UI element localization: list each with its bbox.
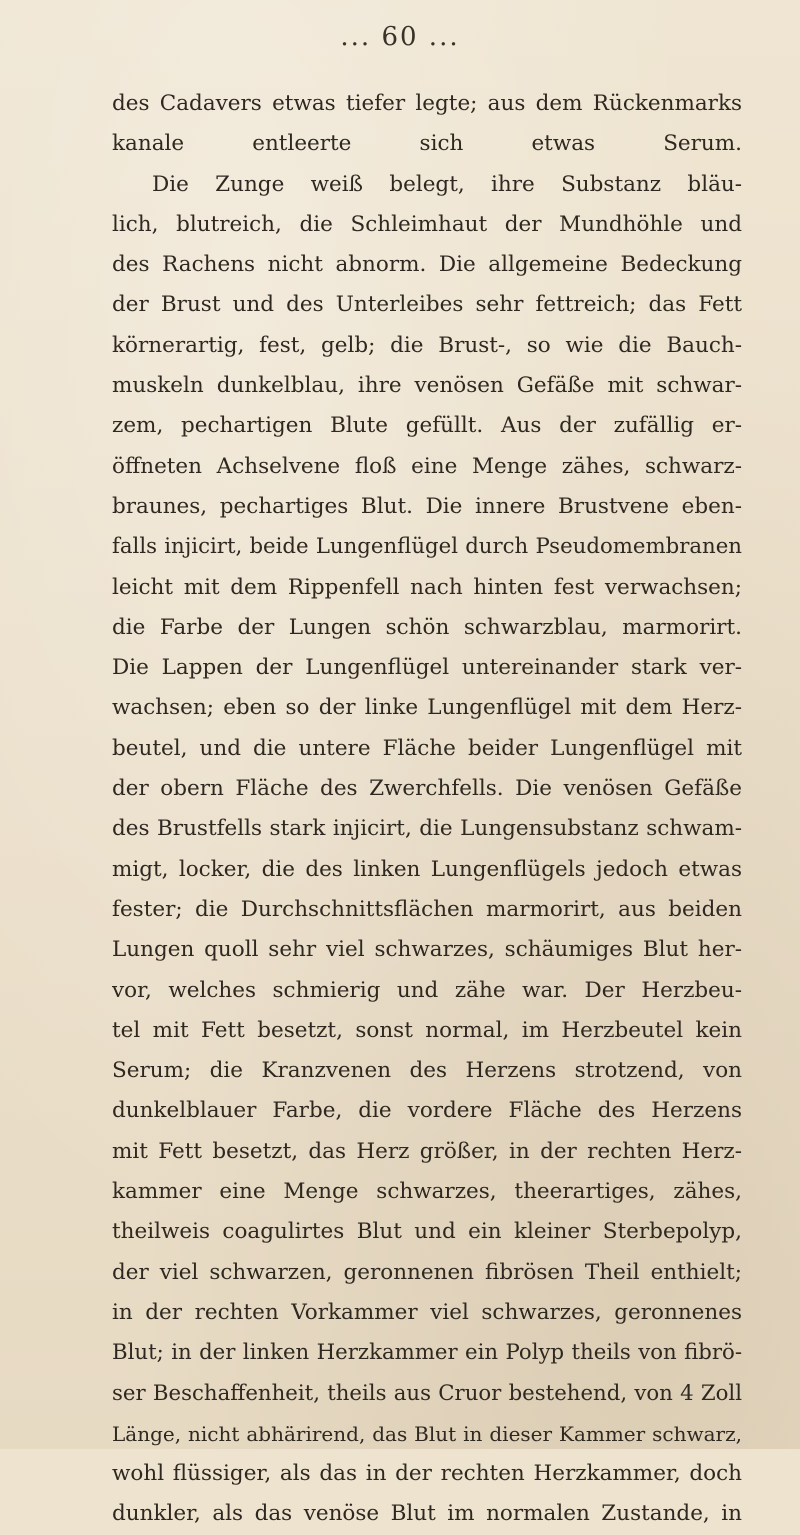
text-line: Die Lappen der Lungenflügel untereinander stark ver- — [112, 655, 742, 681]
text-line: körnerartig, fest, gelb; die Brust-, so wie die Bauch- — [112, 332, 742, 358]
text-line: der Brust und des Unterleibes sehr fettreich; das Fett — [112, 292, 742, 318]
text-line: Lungen quoll sehr viel schwarzes, schäumiges Blut her- — [112, 937, 742, 963]
text-line: braunes, pechartiges Blut. Die innere Brustvene eben- — [112, 493, 742, 519]
page-number: ... 60 ... — [340, 22, 460, 52]
body-text — [112, 84, 742, 1535]
text-line: wohl flüssiger, als das in der rechten Herzkammer, doch — [112, 1461, 742, 1487]
text-line: fester; die Durchschnittsflächen marmorirt, aus beiden — [112, 896, 742, 922]
text-line: leicht mit dem Rippenfell nach hinten fest verwachsen; — [112, 574, 742, 600]
text-line: beutel, und die untere Fläche beider Lungenflügel mit — [112, 735, 742, 761]
text-line: wachsen; eben so der linke Lungenflügel mit dem Herz- — [112, 695, 742, 721]
text-line: migt, locker, die des linken Lungenflügels jedoch etwas — [112, 856, 742, 882]
text-line: mit Fett besetzt, das Herz größer, in der rechten Herz- — [112, 1138, 742, 1164]
text-line: öffneten Achselvene floß eine Menge zähes, schwarz- — [112, 453, 742, 479]
text-line: kammer eine Menge schwarzes, theerartiges, zähes, — [112, 1179, 742, 1205]
text-line: dunkelblauer Farbe, die vordere Fläche des Herzens — [112, 1098, 742, 1124]
text-line: muskeln dunkelblau, ihre venösen Gefäße mit schwar- — [112, 373, 742, 399]
text-line: Die Zunge weiß belegt, ihre Substanz bläu- — [152, 171, 742, 197]
text-line: des Rachens nicht abnorm. Die allgemeine Bedeckung — [112, 252, 742, 278]
text-line: Serum; die Kranzvenen des Herzens strotzend, von — [112, 1058, 742, 1084]
text-line: theilweis coagulirtes Blut und ein kleiner Sterbepolyp, — [112, 1219, 742, 1245]
text-line: der obern Fläche des Zwerchfells. Die venösen Gefäße — [112, 776, 742, 802]
text-line: lich, blutreich, die Schleimhaut der Mundhöhle und — [112, 211, 742, 237]
text-line: Blut; in der linken Herzkammer ein Polyp theils von fibrö- — [112, 1340, 742, 1366]
text-line: tel mit Fett besetzt, sonst normal, im Herzbeutel kein — [112, 1017, 742, 1043]
text-line: die Farbe der Lungen schön schwarzblau, marmorirt. — [112, 614, 742, 640]
text-line: ser Beschaffenheit, theils aus Cruor bestehend, von 4 Zoll — [112, 1380, 742, 1406]
text-line: falls injicirt, beide Lungenflügel durch Pseudomembranen — [112, 534, 742, 560]
text-line: Länge, nicht abhärirend, das Blut in dieser Kammer schwarz, — [112, 1421, 742, 1446]
text-line: in der rechten Vorkammer viel schwarzes, geronnenes — [112, 1299, 742, 1325]
text-line: des Brustfells stark injicirt, die Lungensubstanz schwam- — [112, 816, 742, 842]
text-line: der viel schwarzen, geronnenen fibrösen Theil enthielt; — [112, 1259, 742, 1285]
text-line: des Cadavers etwas tiefer legte; aus dem Rückenmarks — [112, 91, 742, 116]
text-line: zem, pechartigen Blute gefüllt. Aus der zufällig er- — [112, 413, 742, 439]
text-line: kanale entleerte sich etwas Serum. — [112, 131, 742, 157]
text-line: dunkler, als das venöse Blut im normalen Zustande, in — [112, 1501, 742, 1527]
text-line: vor, welches schmierig und zähe war. Der Herzbeu- — [112, 977, 742, 1003]
